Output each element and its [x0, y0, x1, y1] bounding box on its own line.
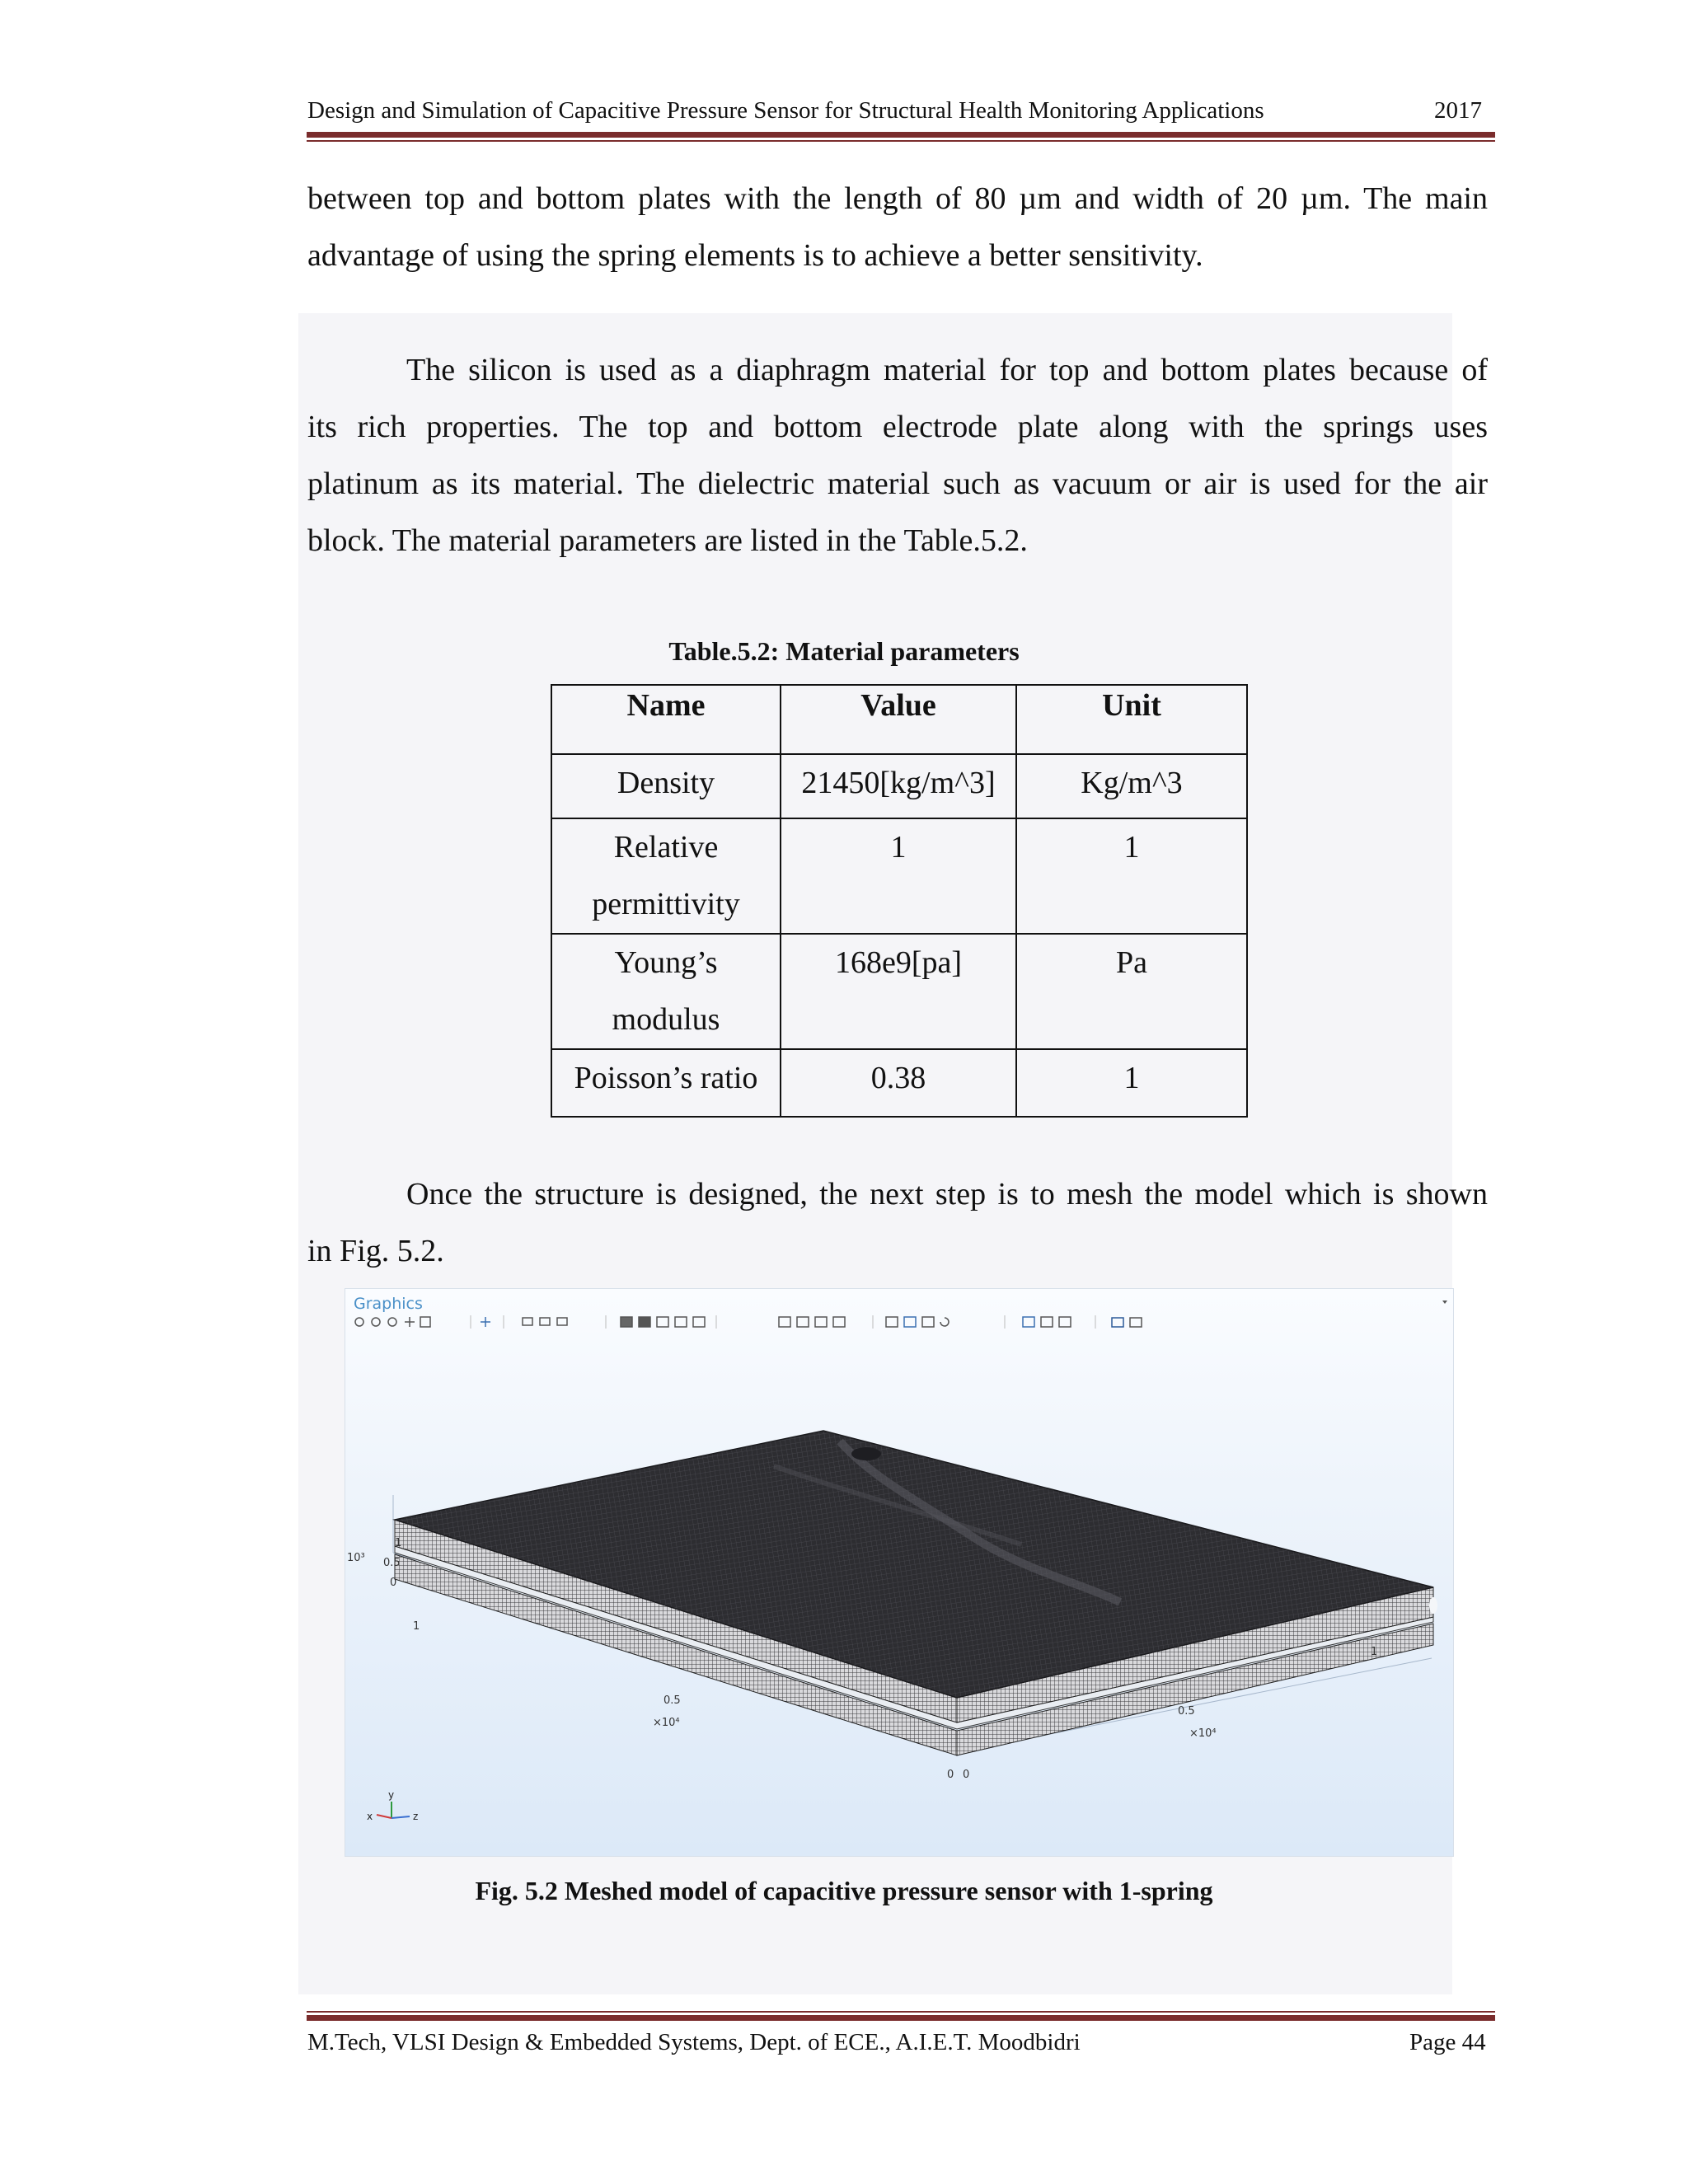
text-line: its rich properties. The top and bottom electrode plate along with the springs uses: [307, 410, 1488, 444]
text-line: in Fig. 5.2.: [307, 1234, 444, 1268]
header-rule-thick: [307, 132, 1495, 138]
render-wireframe-icon[interactable]: [621, 1317, 632, 1327]
cell-text: permittivity: [592, 887, 740, 921]
cell-name: [551, 934, 781, 1049]
scene-light-icon[interactable]: [657, 1317, 668, 1327]
panel-dropdown-icon[interactable]: [1442, 1301, 1447, 1304]
header-cell-name: Name: [551, 685, 781, 754]
table-row: [551, 818, 1247, 934]
paragraph-1: [307, 171, 1488, 284]
table-row: [551, 934, 1247, 1049]
select-edges-icon[interactable]: [833, 1317, 845, 1327]
material-parameters-table: [551, 684, 1248, 1118]
cell-name: [551, 818, 781, 934]
left-axis-tick-0: 0: [947, 1769, 954, 1781]
zoom-to-selection-icon[interactable]: [420, 1317, 430, 1327]
transparency-icon[interactable]: [639, 1317, 650, 1327]
print-icon[interactable]: [1130, 1318, 1142, 1327]
cell-text: modulus: [612, 1002, 720, 1037]
z-scale-label: 10³: [347, 1552, 365, 1564]
footer-page-number: Page 44: [1409, 2029, 1486, 2055]
selection-list-icon[interactable]: [904, 1317, 916, 1327]
triad-y-label: y: [388, 1789, 395, 1801]
cell-unit: Pa: [1016, 934, 1247, 1049]
paste-icon[interactable]: [1059, 1317, 1071, 1327]
paragraph-2: [307, 342, 1488, 569]
left-axis-tick-1: 1: [413, 1620, 420, 1633]
view-xy-icon[interactable]: [523, 1318, 532, 1325]
left-axis-tick-05: 0.5: [663, 1694, 681, 1707]
table-header-row: [551, 685, 1247, 754]
table-row: [551, 1049, 1247, 1117]
figure-caption: Fig. 5.2 Meshed model of capacitive pressure sensor with 1-spring: [475, 1876, 1213, 1905]
hide-icon[interactable]: [693, 1317, 705, 1327]
zoom-extents-icon[interactable]: [405, 1317, 415, 1327]
cell-name: [551, 754, 781, 818]
cell-value: 21450[kg/m^3]: [781, 754, 1016, 818]
table-row: [551, 754, 1247, 818]
cell-value: 0.38: [781, 1049, 1016, 1117]
right-axis-scale: ×10⁴: [1189, 1727, 1217, 1740]
mesh-figure-graphics-window: [345, 1288, 1454, 1857]
table-caption: Table.5.2: Material parameters: [668, 636, 1020, 666]
clear-selection-icon[interactable]: [922, 1317, 934, 1327]
right-axis-tick-0: 0: [963, 1769, 970, 1781]
running-header-year: 2017: [1434, 97, 1482, 124]
triad-x-label: x: [367, 1811, 373, 1822]
undo-view-icon[interactable]: [940, 1318, 949, 1326]
running-header-title: Design and Simulation of Capacitive Pressure Sensor for Structural Health Monitoring Applications: [307, 97, 1264, 124]
paragraph-3: [307, 1166, 1488, 1280]
text-line: block. The material parameters are listed in the Table.5.2.: [307, 523, 1028, 558]
graphics-toolbar: [355, 1317, 1142, 1327]
view-zx-icon[interactable]: [557, 1318, 567, 1325]
cell-text: Relative: [613, 830, 719, 865]
copy-icon[interactable]: [1041, 1317, 1053, 1327]
grid-icon[interactable]: [675, 1317, 687, 1327]
footer-department: M.Tech, VLSI Design & Embedded Systems, Dept. of ECE., A.I.E.T. Moodbidri: [307, 2029, 1081, 2055]
right-axis-tick-1: 1: [1371, 1646, 1378, 1658]
header-cell-value: Value: [781, 685, 1016, 754]
view-yz-icon[interactable]: [540, 1318, 550, 1325]
text-line: Once the structure is designed, the next step is to mesh the model which is shown: [406, 1177, 1488, 1212]
cell-unit: 1: [1016, 1049, 1247, 1117]
right-axis-tick-05: 0.5: [1178, 1705, 1195, 1718]
left-axis-scale: ×10⁴: [653, 1717, 680, 1729]
zoom-in-icon[interactable]: [355, 1318, 363, 1326]
text-line: platinum as its material. The dielectric material such as vacuum or air is used for the air: [307, 466, 1488, 501]
select-domains-icon[interactable]: [797, 1317, 809, 1327]
footer-rule-thin: [307, 2011, 1495, 2013]
cell-unit: Kg/m^3: [1016, 754, 1247, 818]
text-line: advantage of using the spring elements is to achieve a better sensitivity.: [307, 238, 1203, 273]
cell-value: 168e9[pa]: [781, 934, 1016, 1049]
footer-rule-thick: [307, 2015, 1495, 2021]
camera-icon[interactable]: [1112, 1318, 1123, 1327]
select-objects-icon[interactable]: [779, 1317, 790, 1327]
triad-z-label: z: [413, 1811, 419, 1822]
zoom-box-icon[interactable]: [388, 1318, 396, 1326]
window-icon[interactable]: [1023, 1317, 1034, 1327]
zoom-out-icon[interactable]: [372, 1318, 380, 1326]
graphics-panel-title: Graphics: [354, 1295, 423, 1313]
cell-unit: 1: [1016, 818, 1247, 934]
show-icon[interactable]: [886, 1317, 898, 1327]
text-line: between top and bottom plates with the length of 80 µm and width of 20 µm. The main: [307, 181, 1488, 216]
z-tick-05: 0.5: [383, 1557, 401, 1569]
text-line: The silicon is used as a diaphragm material for top and bottom plates because of: [406, 353, 1488, 387]
cell-text: Poisson’s ratio: [574, 1061, 758, 1095]
cell-text: Young’s: [614, 945, 718, 980]
select-boundaries-icon[interactable]: [815, 1317, 827, 1327]
cell-value: 1: [781, 818, 1016, 934]
cell-name: [551, 1049, 781, 1117]
header-rule-thin: [307, 140, 1495, 142]
axis-triad: [367, 1789, 418, 1822]
z-tick-1: 1: [395, 1537, 402, 1549]
header-cell-unit: Unit: [1016, 685, 1247, 754]
z-tick-0: 0: [390, 1577, 397, 1589]
mesh-figure-svg: [345, 1289, 1453, 1856]
axis-orientation-icon[interactable]: [481, 1317, 490, 1327]
cell-text: Density: [617, 766, 715, 800]
